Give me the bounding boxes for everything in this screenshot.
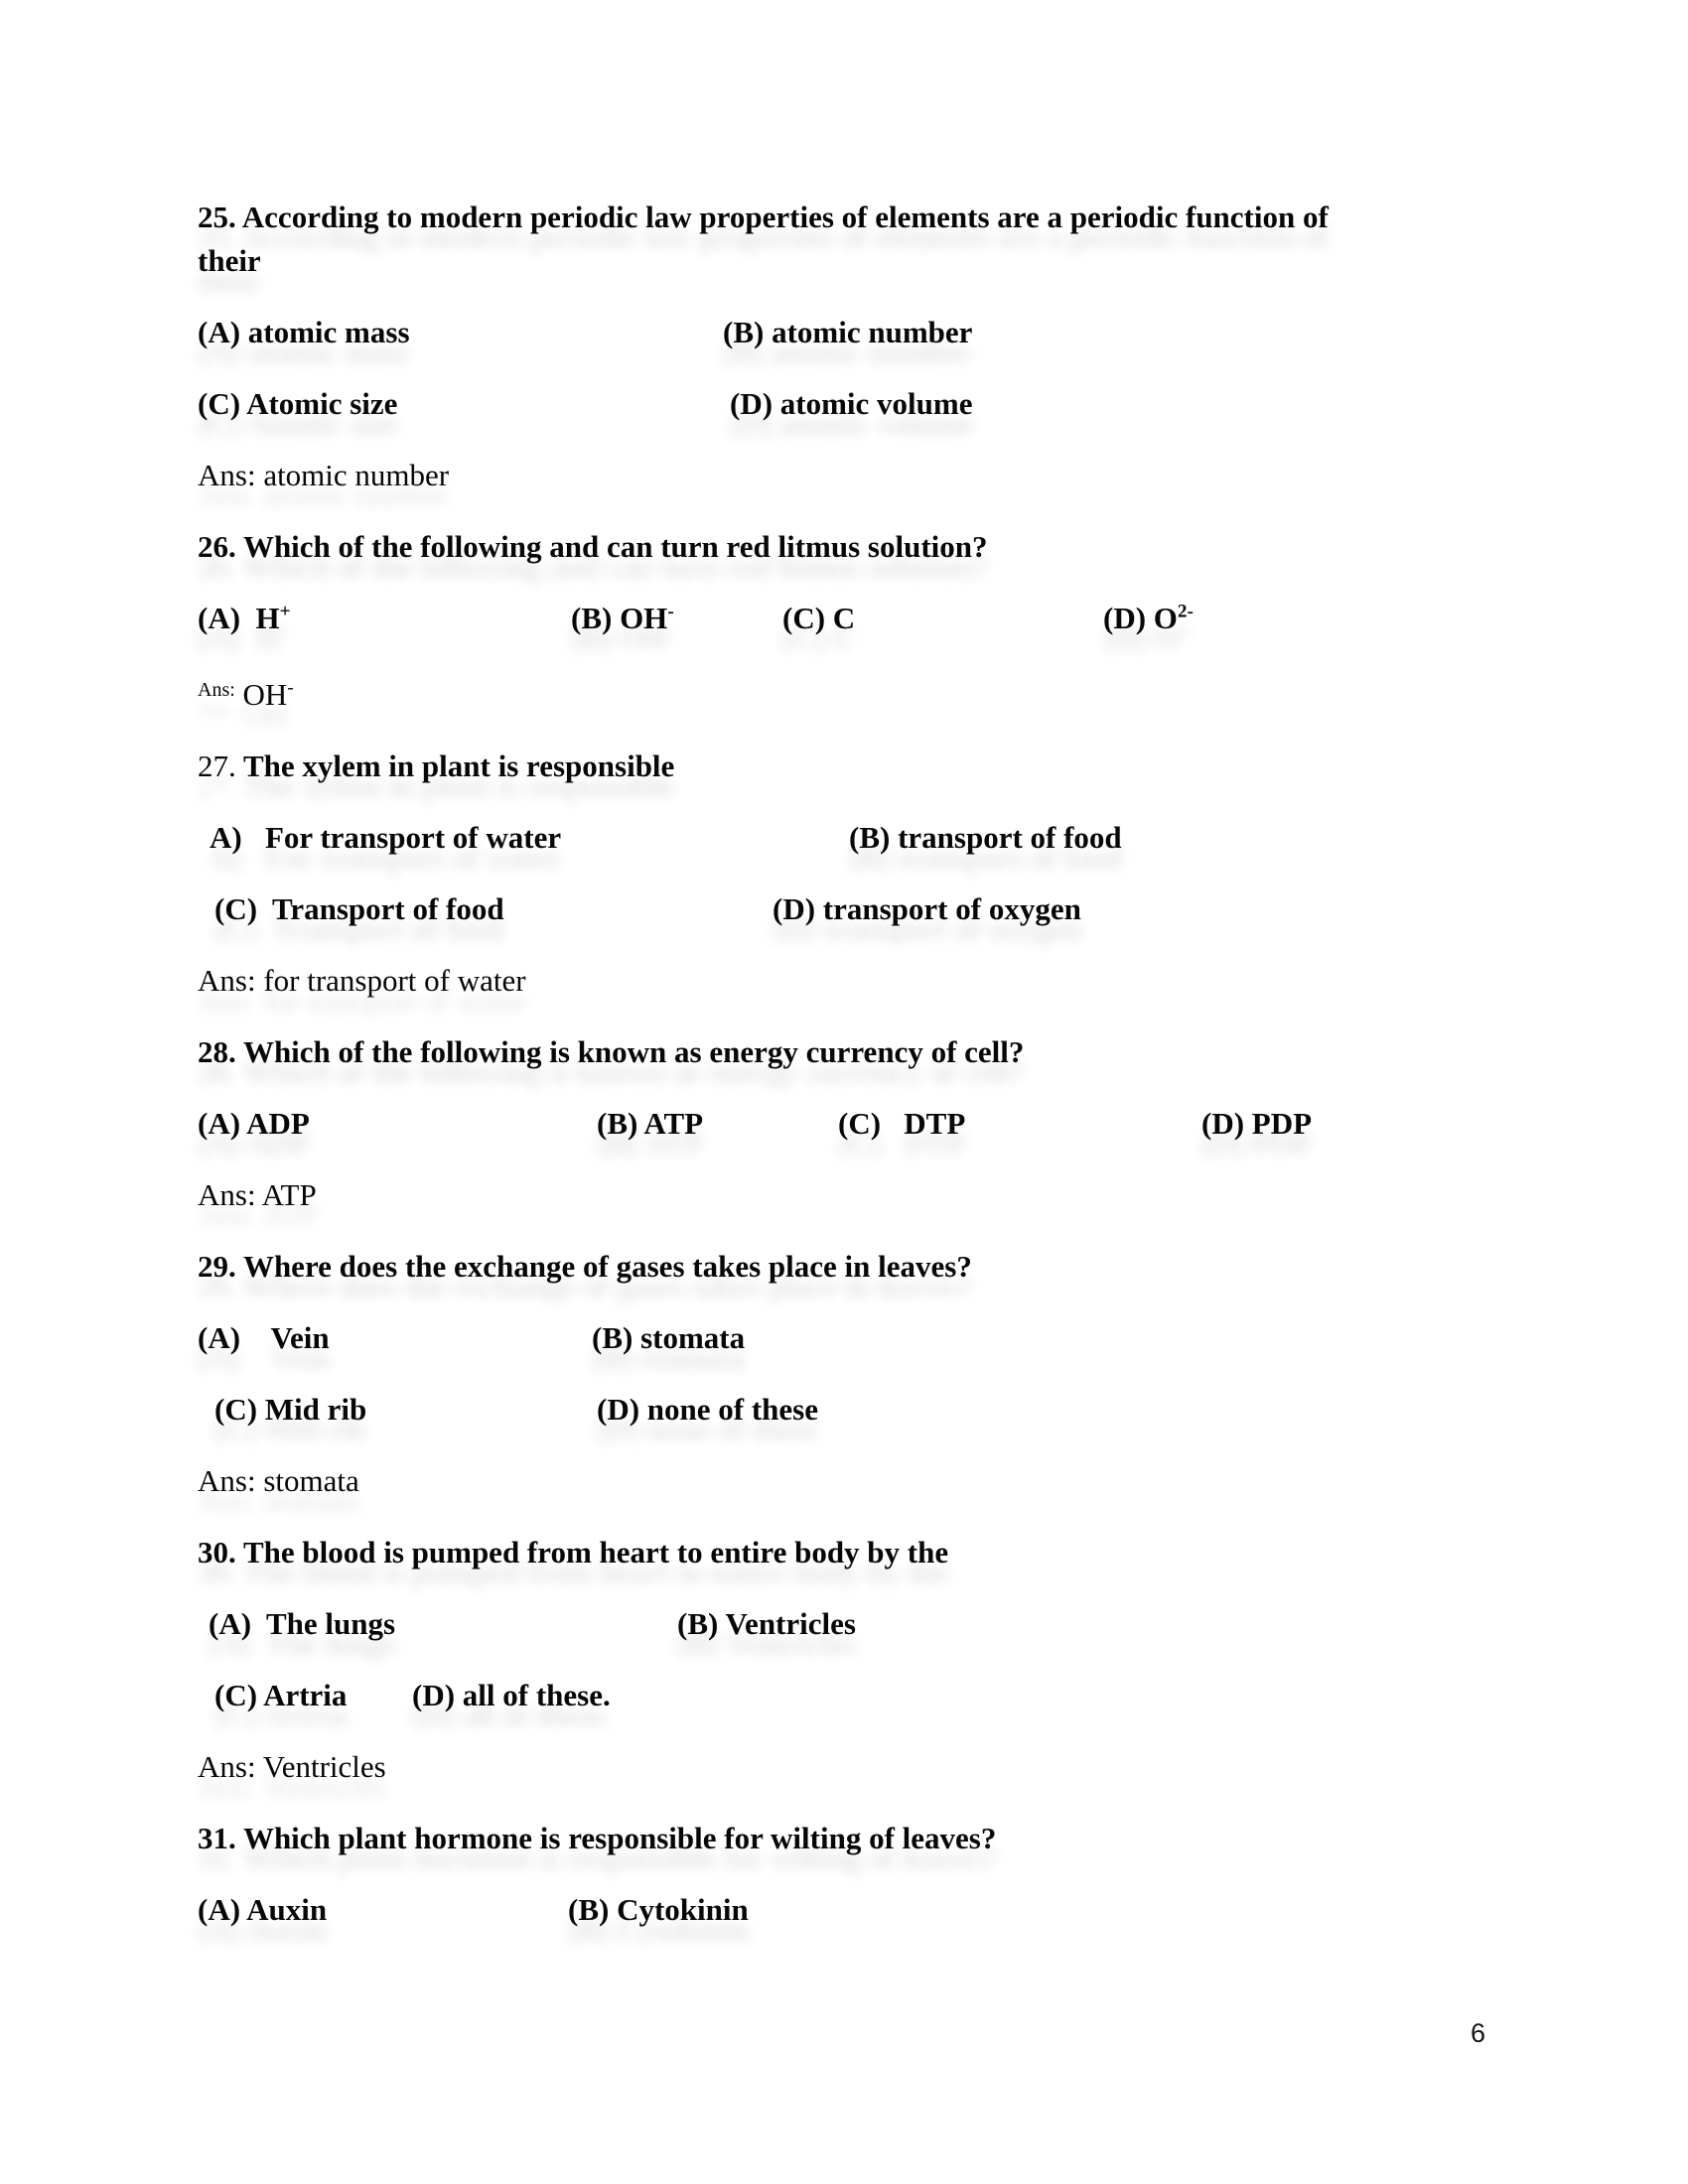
question-29-answer: Ans: stomata [198, 1463, 359, 1498]
question-25-option-c: (C) Atomic size [198, 386, 398, 421]
question-31-option-a: (A) Auxin [198, 1892, 328, 1927]
question-30-option-c: (C) Artria [214, 1678, 348, 1712]
question-25-title-text: According to modern periodic law properties of elements are a periodic function of [235, 200, 1329, 234]
question-27-option-d: (D) transport of oxygen [773, 891, 1081, 926]
question-30-option-b: (B) Ventricles [677, 1606, 856, 1641]
question-29-title-text: Where does the exchange of gases takes place in leaves? [235, 1249, 972, 1284]
question-26-number: 26. [198, 529, 236, 564]
question-25-title-line-1 [198, 196, 1508, 239]
question-27-answer: Ans: for transport of water [198, 963, 526, 998]
question-29-option-c: (C) Mid rib [214, 1392, 367, 1427]
question-25-number: 25. [198, 200, 236, 234]
question-26-option-c: (C) C [782, 601, 856, 635]
question-30-options-row-2 [198, 1674, 1508, 1717]
question-28-options-row-1 [198, 1102, 1508, 1146]
question-29-number: 29. [198, 1249, 236, 1284]
document-content [198, 196, 1508, 1960]
question-31-options-row-1 [198, 1888, 1508, 1932]
question-28-answer: Ans: ATP [198, 1177, 317, 1212]
question-30-title [198, 1531, 1508, 1574]
question-28-option-c: (C) DTP [838, 1106, 966, 1141]
question-27-option-a: A) For transport of water [210, 820, 562, 855]
question-25-options-row-2 [198, 382, 1508, 426]
question-28 [198, 1030, 1508, 1217]
question-26-title-text: Which of the following and can turn red litmus solution? [235, 529, 988, 564]
question-31 [198, 1817, 1508, 1932]
answer-value: OH [242, 677, 288, 712]
question-30-answer: Ans: Ventricles [198, 1749, 386, 1784]
superscript: - [667, 601, 674, 622]
question-25-option-b: (B) atomic number [723, 315, 973, 349]
page-number: 6 [1471, 2018, 1486, 2048]
question-31-number: 31. [198, 1821, 236, 1855]
question-26-option-b: (B) OH- [571, 601, 674, 635]
question-29-option-d: (D) none of these [597, 1392, 818, 1427]
superscript: - [287, 677, 294, 699]
question-30 [198, 1531, 1508, 1789]
question-29-option-a: (A) Vein [198, 1320, 330, 1355]
question-27-title-text: The xylem in plant is responsible [235, 749, 675, 783]
question-30-title-text: The blood is pumped from heart to entire body by the [235, 1535, 949, 1570]
question-31-option-b: (B) Cytokinin [568, 1892, 749, 1927]
question-27-number: 27. [198, 749, 236, 783]
question-25-options-row-1 [198, 311, 1508, 354]
superscript: + [279, 601, 291, 622]
question-26-answer [198, 668, 1508, 717]
question-25-title-line-2: their [198, 243, 261, 278]
question-29-option-b: (B) stomata [592, 1320, 746, 1355]
question-26-option-a: (A) H+ [198, 601, 291, 635]
question-26-options-row-1 [198, 597, 1508, 640]
question-29-options-row-1 [198, 1316, 1508, 1360]
question-25-answer: Ans: atomic number [198, 458, 450, 492]
question-26 [198, 525, 1508, 717]
answer-label-small: Ans: [198, 679, 235, 701]
question-30-option-d: (D) all of these. [412, 1678, 611, 1712]
question-28-title-text: Which of the following is known as energy currency of cell? [235, 1034, 1025, 1069]
question-25-option-a: (A) atomic mass [198, 315, 410, 349]
question-30-number: 30. [198, 1535, 236, 1570]
question-29 [198, 1245, 1508, 1503]
superscript: 2- [1177, 601, 1194, 622]
question-27-option-c: (C) Transport of food [214, 891, 504, 926]
question-28-option-a: (A) ADP [198, 1106, 310, 1141]
question-29-title [198, 1245, 1508, 1289]
question-31-title [198, 1817, 1508, 1860]
question-30-option-a: (A) The lungs [209, 1606, 396, 1641]
question-27-options-row-2 [198, 887, 1508, 931]
question-25-option-d: (D) atomic volume [730, 386, 973, 421]
question-28-option-b: (B) ATP [597, 1106, 704, 1141]
question-28-title [198, 1030, 1508, 1074]
question-27-options-row-1 [198, 816, 1508, 860]
question-27 [198, 745, 1508, 1003]
question-26-option-d: (D) $O^{2-}$ [1103, 601, 1194, 635]
question-31-title-text: Which plant hormone is responsible for wilting of leaves? [235, 1821, 997, 1855]
question-27-option-b: (B) transport of food [849, 820, 1122, 855]
question-27-title [198, 745, 1508, 788]
question-25 [198, 196, 1508, 497]
question-30-options-row-1 [198, 1602, 1508, 1646]
question-28-option-d: (D) PDP [1201, 1106, 1313, 1141]
question-29-options-row-2 [198, 1388, 1508, 1432]
question-26-title [198, 525, 1508, 569]
question-28-number: 28. [198, 1034, 236, 1069]
